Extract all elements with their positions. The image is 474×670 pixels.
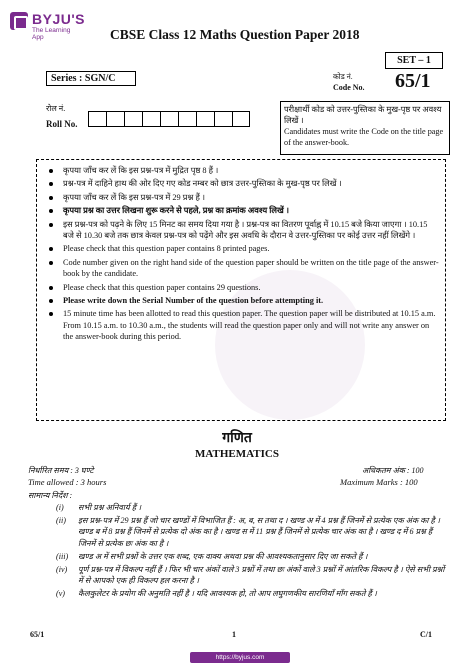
bullet-icon xyxy=(49,299,53,303)
max-marks-english: Maximum Marks : 100 xyxy=(340,477,418,487)
subject-english: MATHEMATICS xyxy=(195,448,279,460)
source-url-link[interactable]: https://byjus.com xyxy=(190,652,290,663)
item-number: (iii) xyxy=(56,551,69,561)
item-number: (ii) xyxy=(56,516,66,526)
instruction-item xyxy=(43,282,439,293)
instruction-item xyxy=(43,257,439,280)
roll-box xyxy=(142,111,160,127)
roll-box xyxy=(196,111,214,127)
bullet-icon xyxy=(49,182,53,186)
logo-tagline: The Learning App xyxy=(32,27,71,41)
instructions-box xyxy=(36,159,446,421)
code-note-hindi: परीक्षार्थी कोड को उत्तर-पुस्तिका के मुख-पृष्ठ पर अवश्य लिखें । xyxy=(284,105,442,125)
instruction-text: Please check that this question paper contains 29 questions. xyxy=(63,282,261,292)
roll-box xyxy=(178,111,196,127)
byjus-logo-icon xyxy=(10,12,28,30)
instruction-item xyxy=(43,308,439,342)
instruction-text: कृपया प्रश्न का उत्तर लिखना शुरू करने से पहले, प्रश्न का क्रमांक अवश्य लिखें । xyxy=(63,206,290,216)
bullet-icon xyxy=(49,261,53,265)
bullet-icon xyxy=(49,209,53,213)
item-number: (v) xyxy=(56,589,65,599)
roll-number-boxes xyxy=(88,111,250,127)
instruction-text: Code number given on the right hand side of the question paper should be written on the title page of the answer-book by the candidate. xyxy=(63,257,439,279)
bullet-icon xyxy=(49,223,53,227)
item-number: (iv) xyxy=(56,565,68,575)
series-label: Series : SGN/C xyxy=(46,71,136,86)
byjus-logo xyxy=(10,11,86,46)
instruction-text: Please check that this question paper contains 8 printed pages. xyxy=(63,244,270,254)
item-number: (i) xyxy=(56,503,64,512)
general-instruction-item xyxy=(56,502,446,513)
subject-hindi: गणित xyxy=(222,431,252,446)
roll-label-english: Roll No. xyxy=(46,119,78,129)
instruction-item xyxy=(43,178,439,189)
general-instruction-item xyxy=(56,515,446,549)
roll-box xyxy=(106,111,124,127)
instruction-item xyxy=(43,165,439,176)
instruction-item xyxy=(43,243,439,254)
instruction-item xyxy=(43,192,439,203)
instruction-text: कृपया जाँच कर लें कि इस प्रश्न-पत्र में मुद्रित पृष्ठ 8 हैं । xyxy=(63,166,219,175)
code-note-box xyxy=(280,101,450,155)
roll-label-hindi: रोल नं. xyxy=(46,104,66,113)
code-label-english: Code No. xyxy=(333,83,365,92)
code-value: 65/1 xyxy=(395,70,431,92)
item-text: इस प्रश्न-पत्र में 29 प्रश्न हैं जो चार खण्डों में विभाजित हैं : अ, ब, स तथा द । खण्ड अ में 4 प्रश्न हैं जिनमें से प्रत्येक एक अंक का है । खण्ड ब में 8 प्रश्न हैं जिनमें से प्रत्येक दो अंक का है । खण्ड स में 11 प्रश्न हैं जिनमें से प्रत्येक चार अंक का है । खण्ड द में 6 प्रश्न हैं जिनमें से प्रत्येक छः अंक का है । xyxy=(78,516,440,548)
time-allowed-hindi: निर्धारित समय : 3 घण्टे xyxy=(28,466,94,475)
instruction-text: 15 minute time has been allotted to read this question paper. The question paper will be distributed at 10.15 a.m. From 10.15 a.m. to 10.30 a.m., the students will read the question paper only and will not write any answer on the answer-book during this period. xyxy=(63,309,436,342)
roll-box xyxy=(214,111,232,127)
item-text: पूर्ण प्रश्न-पत्र में विकल्प नहीं हैं । फिर भी चार अंकों वाले 3 प्रश्नों में तथा छः अंकों वाले 3 प्रश्नों में आंतरिक विकल्प है । ऐसे सभी प्रश्नों में से आपको एक ही विकल्प हल करना है । xyxy=(78,565,445,586)
code-note-english: Candidates must write the Code on the title page of the answer-book. xyxy=(284,127,444,147)
bullet-icon xyxy=(49,312,53,316)
bullet-icon xyxy=(49,247,53,251)
general-instruction-item xyxy=(56,588,446,599)
page-title: CBSE Class 12 Maths Question Paper 2018 xyxy=(110,27,360,42)
general-instructions-heading: सामान्य निर्देश : xyxy=(28,491,73,500)
general-instruction-item xyxy=(56,564,446,586)
instruction-text: Please write down the Serial Number of the question before attempting it. xyxy=(63,296,324,306)
page-number: 1 xyxy=(232,630,236,639)
roll-box xyxy=(160,111,178,127)
set-label: SET – 1 xyxy=(385,52,443,69)
instruction-text: इस प्रश्न-पत्र को पढ़ने के लिए 15 मिनट का समय दिया गया है । प्रश्न-पत्र का वितरण पूर्वाह्न में 10.15 बजे किया जाएगा । 10.15 बजे से 10.30 बजे तक छात्र केवल प्रश्न-पत्र को पढ़ेंगे और इस अवधि के दौरान वे उत्तर-पुस्तिका पर कोई उत्तर नहीं लिखेंगे । xyxy=(63,219,428,241)
general-instructions-list xyxy=(56,502,446,602)
footer-right-code: C/1 xyxy=(420,630,432,639)
instruction-text: कृपया जाँच कर लें कि इस प्रश्न-पत्र में 29 प्रश्न हैं । xyxy=(63,192,206,202)
instruction-item xyxy=(43,205,439,216)
code-label-hindi: कोड नं. xyxy=(333,72,353,81)
bullet-icon xyxy=(49,196,53,200)
instruction-item xyxy=(43,219,439,242)
bullet-icon xyxy=(49,169,53,173)
time-allowed-english: Time allowed : 3 hours xyxy=(28,477,107,487)
instruction-item xyxy=(43,295,439,306)
roll-box xyxy=(88,111,106,127)
roll-box xyxy=(124,111,142,127)
item-text: खण्ड अ में सभी प्रश्नों के उत्तर एक शब्द, एक वाक्य अथवा प्रश्न की आवश्यकतानुसार दिए जा सकते हैं । xyxy=(78,551,368,561)
general-instruction-item xyxy=(56,551,446,562)
instruction-text: प्रश्न-पत्र में दाहिने हाथ की ओर दिए गए कोड नम्बर को छात्र उत्तर-पुस्तिका के मुख-पृष्ठ पर लिखें । xyxy=(63,179,342,189)
item-text: सभी प्रश्न अनिवार्य हैं । xyxy=(78,503,142,512)
logo-name: BYJU'S xyxy=(32,11,86,27)
bullet-icon xyxy=(49,286,53,290)
roll-box xyxy=(232,111,250,127)
footer-code: 65/1 xyxy=(30,630,45,639)
item-text: कैलकुलेटर के प्रयोग की अनुमति नहीं है । यदि आवश्यक हो, तो आप लघुगणकीय सारणियाँ माँग सकते हैं । xyxy=(78,589,377,599)
max-marks-hindi: अधिकतम अंक : 100 xyxy=(362,466,424,475)
